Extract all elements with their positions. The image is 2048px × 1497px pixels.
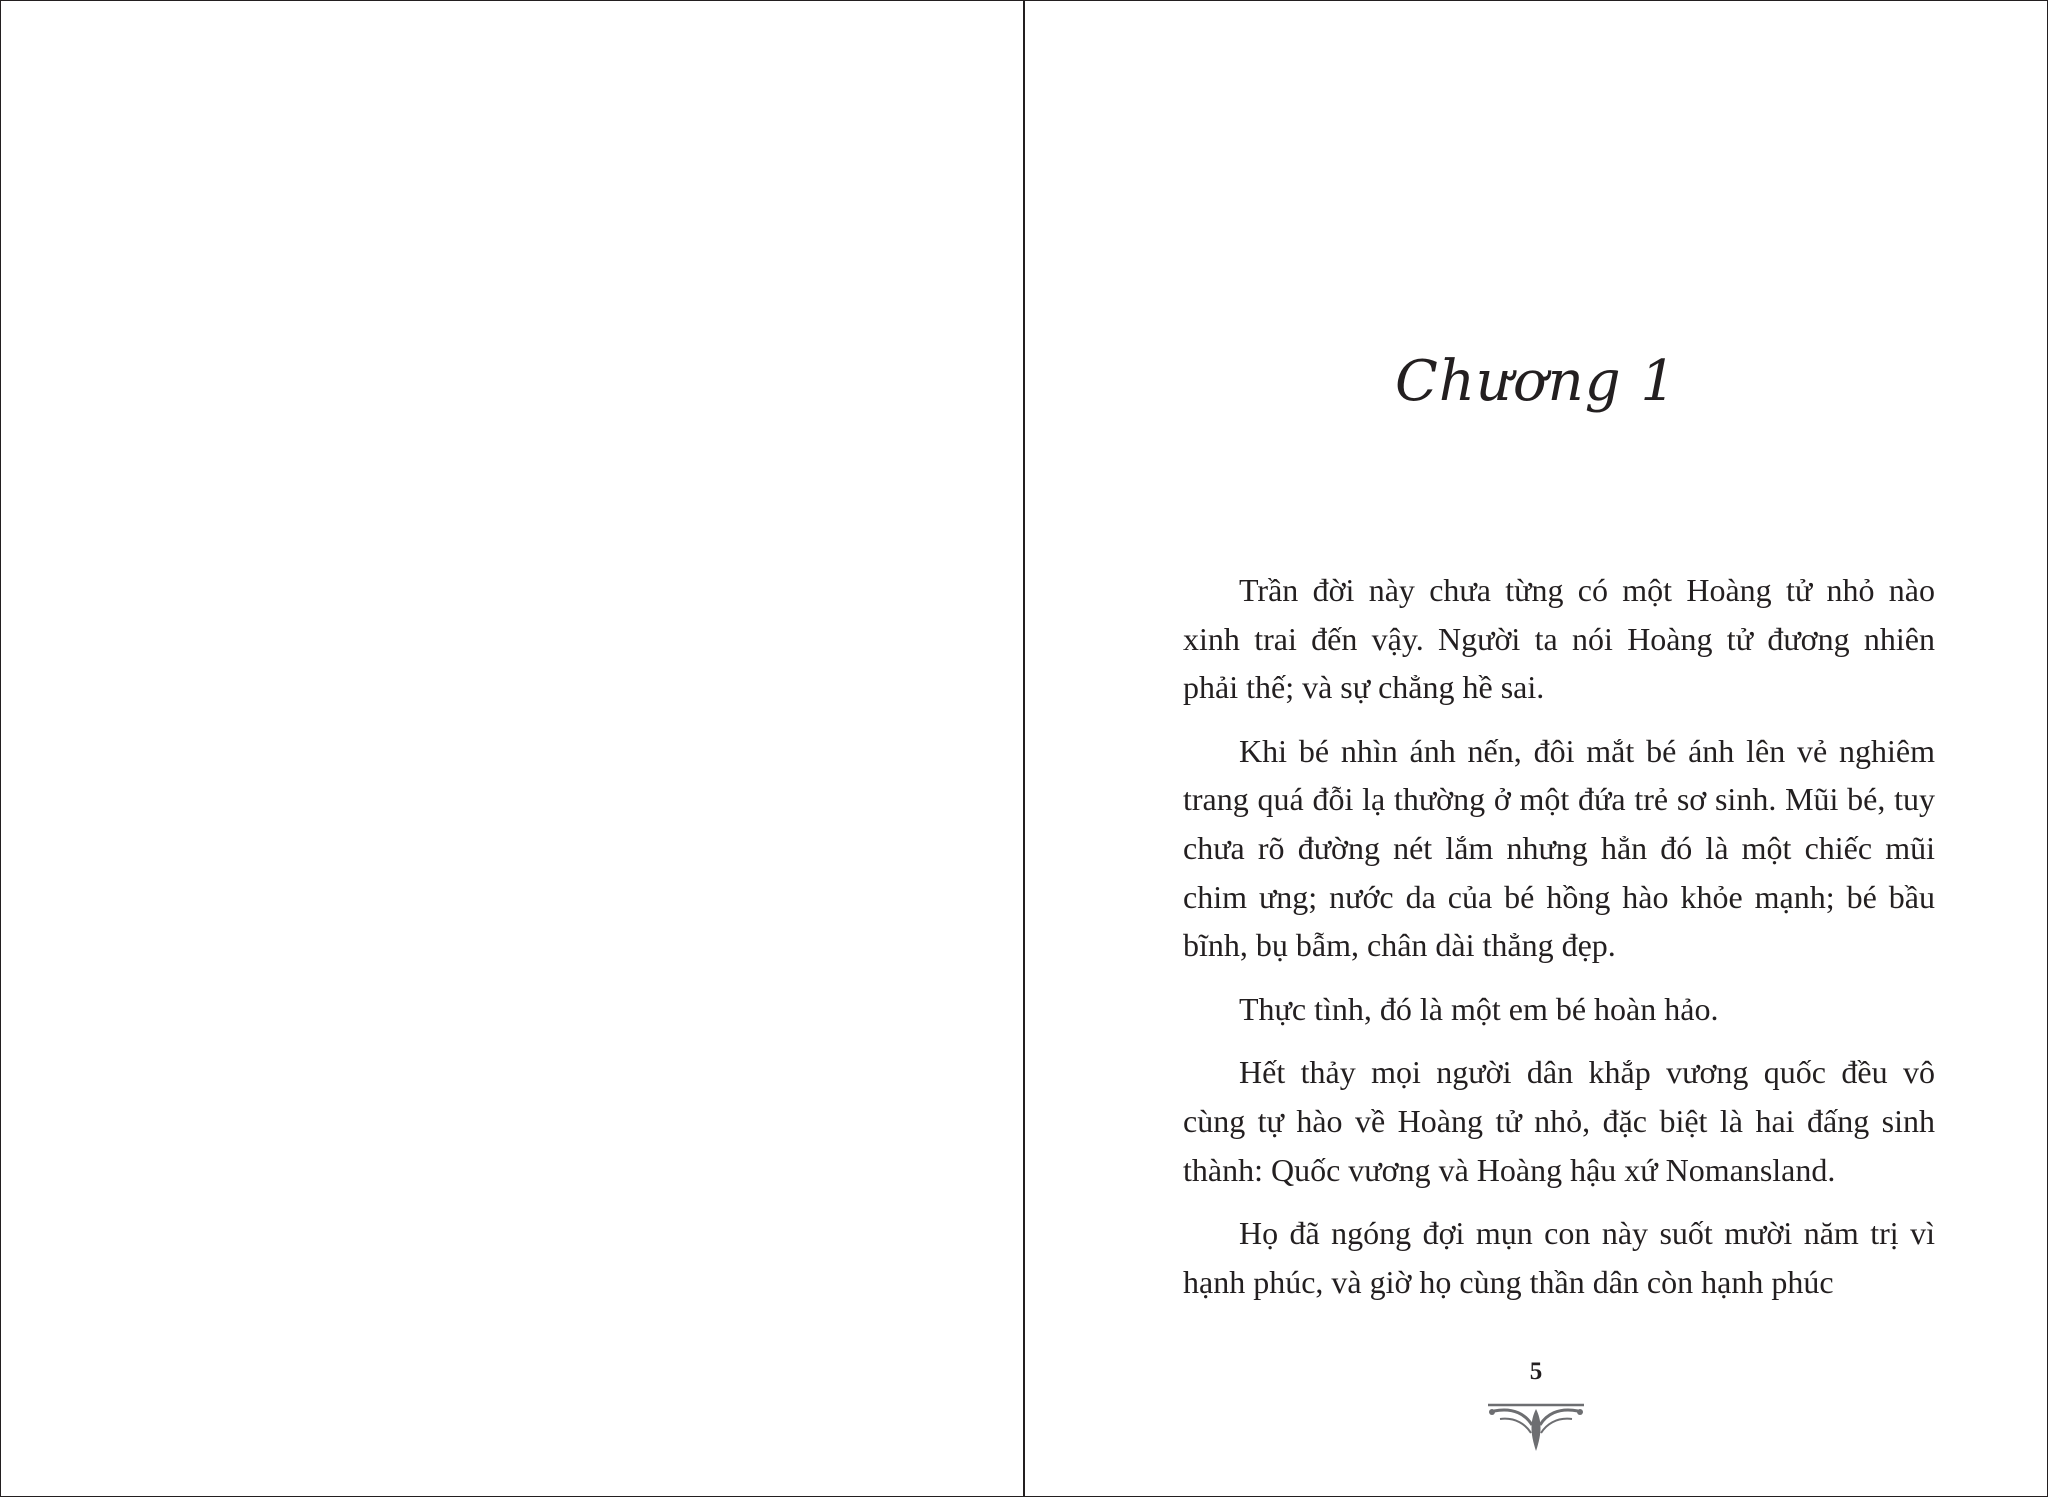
paragraph-2: Khi bé nhìn ánh nến, đôi mắt bé ánh lên vẻ nghiêm trang quá đỗi lạ thường ở một đứa trẻ sơ sinh. Mũi bé, tuy chưa rõ đường nét lắm nhưng hẳn đó là một chiếc mũi chim ưng; nước da của bé hồng hào khỏe mạnh; bé bầu bĩnh, bụ bẫm, chân dài thẳng đẹp.	[1183, 732, 1935, 964]
chapter-title: Chương 1	[1394, 349, 1678, 414]
paragraph-1: Trần đời này chưa từng có một Hoàng tử nhỏ nào xinh trai đến vậy. Người ta nói Hoàng tử đương nhiên phải thế; và sự chẳng hề sai.	[1183, 572, 1935, 706]
page-footer	[1025, 1357, 2047, 1453]
paragraph-5: Họ đã ngóng đợi mụn con này suốt mười năm trị vì hạnh phúc, và giờ họ cùng thần dân còn hạnh phúc	[1183, 1215, 1935, 1300]
right-page	[1025, 1, 2047, 1496]
left-page-blank	[1, 1, 1025, 1496]
paragraph-3: Thực tình, đó là một em bé hoàn hảo.	[1239, 990, 1719, 1027]
paragraph-4: Hết thảy mọi người dân khắp vương quốc đều vô cùng tự hào về Hoàng tử nhỏ, đặc biệt là hai đấng sinh thành: Quốc vương và Hoàng hậu xứ Nomansland.	[1183, 1054, 1935, 1188]
chapter-body	[1183, 566, 1935, 1321]
page-number: 5	[1529, 1358, 1543, 1385]
fleuron-ornament-icon	[1486, 1393, 1586, 1453]
